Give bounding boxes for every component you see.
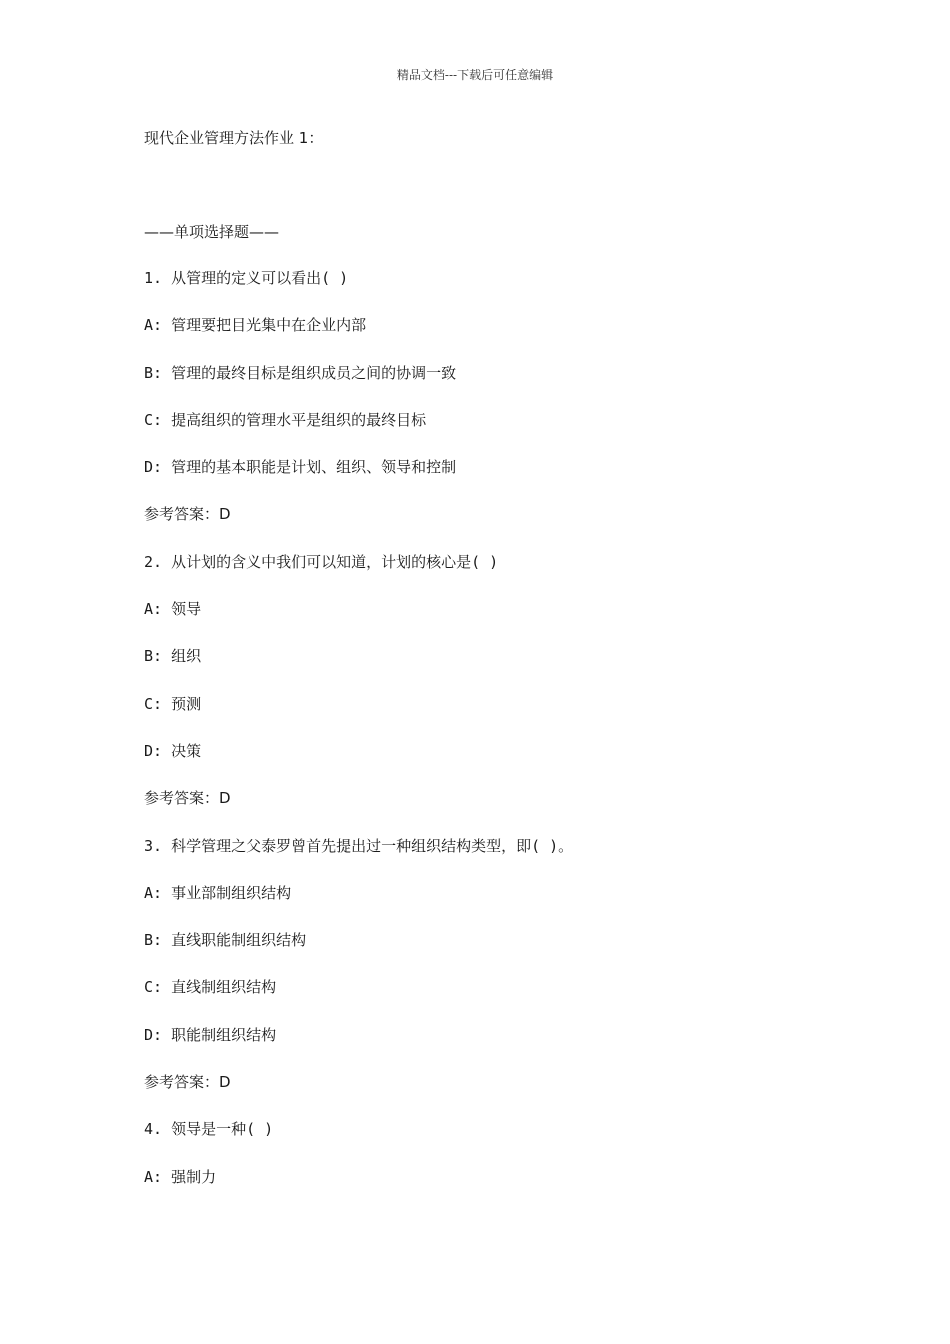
option-line: C: 直线制组织结构 <box>144 978 277 997</box>
question-list <box>144 268 864 1214</box>
question-text: 4. 领导是一种( ) <box>144 1120 274 1139</box>
option-line: D: 职能制组织结构 <box>144 1025 277 1044</box>
option-line: C: 预测 <box>144 694 202 713</box>
answer-line: 参考答案：D <box>144 505 231 524</box>
option-line: A: 管理要把目光集中在企业内部 <box>144 316 367 335</box>
answer-line: 参考答案：D <box>144 1073 231 1092</box>
option-line: B: 直线职能制组织结构 <box>144 931 307 950</box>
answer-line: 参考答案：D <box>144 789 231 808</box>
option-line: D: 管理的基本职能是计划、组织、领导和控制 <box>144 458 457 477</box>
document-title: 现代企业管理方法作业 1： <box>144 129 324 147</box>
page-header: 精品文档---下载后可任意编辑 <box>396 68 554 82</box>
option-line: A: 强制力 <box>144 1167 217 1186</box>
option-line: C: 提高组织的管理水平是组织的最终目标 <box>144 410 427 429</box>
option-line: B: 组织 <box>144 647 202 666</box>
question-text: 1. 从管理的定义可以看出( ) <box>144 269 349 287</box>
option-line: A: 领导 <box>144 600 202 619</box>
section-heading: ——单项选择题—— <box>144 223 280 241</box>
option-line: B: 管理的最终目标是组织成员之间的协调一致 <box>144 363 457 382</box>
option-line: A: 事业部制组织结构 <box>144 883 292 902</box>
question-text: 3. 科学管理之父泰罗曾首先提出过一种组织结构类型，即( )。 <box>144 836 574 855</box>
option-line: D: 决策 <box>144 741 202 760</box>
question-text: 2. 从计划的含义中我们可以知道，计划的核心是( ) <box>144 552 499 571</box>
